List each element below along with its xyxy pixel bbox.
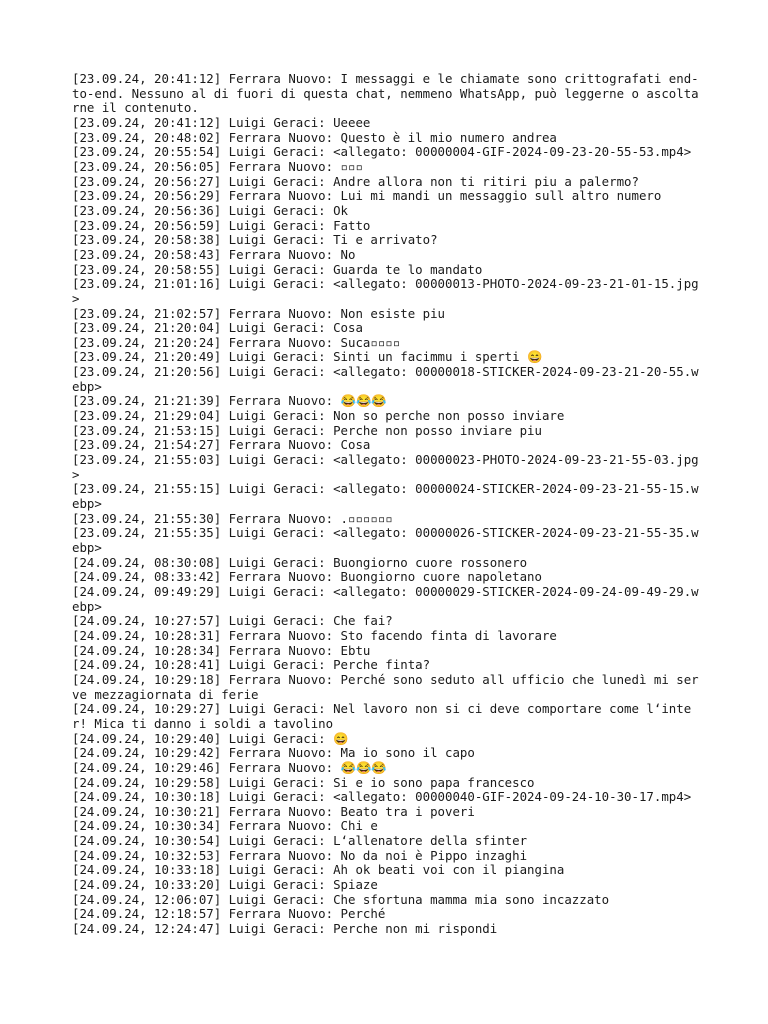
chat-message-line: [23.09.24, 21:55:15] Luigi Geraci: <allegato: 00000024-STICKER-2024-09-23-21-55-15.webp> (72, 481, 699, 512)
chat-message-line: [24.09.24, 12:18:57] Ferrara Nuovo: Perché (72, 906, 386, 922)
chat-message-line: [24.09.24, 10:29:27] Luigi Geraci: Nel lavoro non si ci deve comportare come l‘inter! Mica ti danno i soldi a tavolino (72, 701, 692, 731)
chat-message-line: [23.09.24, 21:01:16] Luigi Geraci: <allegato: 00000013-PHOTO-2024-09-23-21-01-15.jpg> (72, 276, 699, 306)
chat-message-line: [23.09.24, 20:41:12] Ferrara Nuovo: I messaggi e le chiamate sono crittografati end-to-end. Nessuno al di fuori di questa chat, nemmeno WhatsApp, può leggerne o ascoltarne il contenuto. (72, 71, 699, 116)
chat-message-line: [23.09.24, 20:48:02] Ferrara Nuovo: Questo è il mio numero andrea (72, 129, 557, 145)
chat-message-line: [23.09.24, 21:20:56] Luigi Geraci: <allegato: 00000018-STICKER-2024-09-23-21-20-55.webp> (72, 364, 699, 394)
chat-message-line: [24.09.24, 08:33:42] Ferrara Nuovo: Buongiorno cuore napoletano (72, 569, 542, 585)
chat-message-line: [23.09.24, 20:55:54] Luigi Geraci: <allegato: 00000004-GIF-2024-09-23-20-55-53.mp4> (72, 144, 692, 160)
chat-message-line: [23.09.24, 21:29:04] Luigi Geraci: Non so perche non posso inviare (72, 408, 565, 424)
chat-message-line: [23.09.24, 20:56:36] Luigi Geraci: Ok (72, 202, 349, 218)
chat-message-line: [24.09.24, 09:49:29] Luigi Geraci: <allegato: 00000029-STICKER-2024-09-24-09-49-29.webp> (72, 583, 699, 614)
chat-message-line: [24.09.24, 10:29:40] Luigi Geraci: 😄 (72, 730, 349, 746)
chat-message-line: [23.09.24, 21:55:30] Ferrara Nuovo: .▫▫▫▫▫▫ (72, 510, 393, 526)
chat-message-line: [24.09.24, 10:29:46] Ferrara Nuovo: 😂😂😂 (72, 759, 387, 775)
chat-message-line: [23.09.24, 20:58:43] Ferrara Nuovo: No (72, 246, 356, 262)
chat-message-line: [24.09.24, 10:28:31] Ferrara Nuovo: Sto facendo finta di lavorare (72, 627, 557, 643)
chat-message-line: [23.09.24, 20:56:29] Ferrara Nuovo: Lui mi mandi un messaggio sull altro numero (72, 188, 662, 204)
chat-message-line: [24.09.24, 10:29:58] Luigi Geraci: Si e io sono papa francesco (72, 774, 535, 790)
chat-message-line: [23.09.24, 21:20:24] Ferrara Nuovo: Suca▫▫▫▫ (72, 334, 401, 350)
chat-message-line: [24.09.24, 10:30:18] Luigi Geraci: <allegato: 00000040-GIF-2024-09-24-10-30-17.mp4> (72, 789, 692, 805)
chat-message-line: [23.09.24, 21:20:04] Luigi Geraci: Cosa (72, 320, 363, 336)
chat-message-line: [24.09.24, 10:28:41] Luigi Geraci: Perche finta? (72, 657, 431, 673)
chat-message-line: [23.09.24, 21:55:03] Luigi Geraci: <allegato: 00000023-PHOTO-2024-09-23-21-55-03.jpg> (72, 452, 699, 482)
chat-message-line: [24.09.24, 10:29:42] Ferrara Nuovo: Ma io sono il capo (72, 745, 475, 761)
chat-message-line: [23.09.24, 20:58:38] Luigi Geraci: Ti e arrivato? (72, 232, 438, 248)
chat-message-line: [23.09.24, 21:53:15] Luigi Geraci: Perche non posso inviare piu (72, 422, 542, 438)
chat-message-line: [24.09.24, 10:33:20] Luigi Geraci: Spiaze (72, 877, 378, 893)
chat-message-line: [24.09.24, 08:30:08] Luigi Geraci: Buongiorno cuore rossonero (72, 554, 528, 570)
chat-message-line: [23.09.24, 21:02:57] Ferrara Nuovo: Non esiste piu (72, 305, 445, 321)
chat-message-line: [24.09.24, 10:32:53] Ferrara Nuovo: No da noi è Pippo inzaghi (72, 847, 528, 863)
chat-message-line: [23.09.24, 21:54:27] Ferrara Nuovo: Cosa (72, 437, 371, 453)
chat-message-line: [24.09.24, 12:06:07] Luigi Geraci: Che sfortuna mamma mia sono incazzato (72, 891, 610, 907)
chat-message-line: [24.09.24, 12:24:47] Luigi Geraci: Perche non mi rispondi (72, 921, 498, 937)
chat-message-line: [23.09.24, 20:56:05] Ferrara Nuovo: ▫▫▫ (72, 158, 363, 174)
chat-message-line: [24.09.24, 10:30:34] Ferrara Nuovo: Chi e (72, 818, 378, 834)
chat-message-line: [24.09.24, 10:30:54] Luigi Geraci: L‘allenatore della sfinter (72, 833, 528, 849)
chat-message-line: [23.09.24, 20:58:55] Luigi Geraci: Guarda te lo mandato (72, 261, 483, 277)
chat-message-line: [23.09.24, 21:55:35] Luigi Geraci: <allegato: 00000026-STICKER-2024-09-23-21-55-35.webp> (72, 525, 699, 555)
chat-message-line: [24.09.24, 10:28:34] Ferrara Nuovo: Ebtu (72, 642, 371, 658)
chat-message-line: [24.09.24, 10:33:18] Luigi Geraci: Ah ok beati voi con il piangina (72, 862, 565, 878)
chat-message-line: [23.09.24, 20:41:12] Luigi Geraci: Ueeee (72, 114, 371, 130)
chat-message-line: [23.09.24, 20:56:27] Luigi Geraci: Andre allora non ti ritiri piu a palermo? (72, 173, 639, 189)
chat-transcript (72, 72, 702, 937)
chat-message-line: [23.09.24, 20:56:59] Luigi Geraci: Fatto (72, 217, 371, 233)
chat-message-line: [24.09.24, 10:27:57] Luigi Geraci: Che fai? (72, 613, 393, 629)
chat-message-line: [24.09.24, 10:30:21] Ferrara Nuovo: Beato tra i poveri (72, 803, 475, 819)
chat-message-line: [23.09.24, 21:21:39] Ferrara Nuovo: 😂😂😂 (72, 393, 387, 409)
chat-message-line: [23.09.24, 21:20:49] Luigi Geraci: Sinti un facimmu i sperti 😄 (72, 349, 543, 365)
chat-message-line: [24.09.24, 10:29:18] Ferrara Nuovo: Perché sono seduto all ufficio che lunedì mi serve mezzagiornata di ferie (72, 671, 699, 702)
